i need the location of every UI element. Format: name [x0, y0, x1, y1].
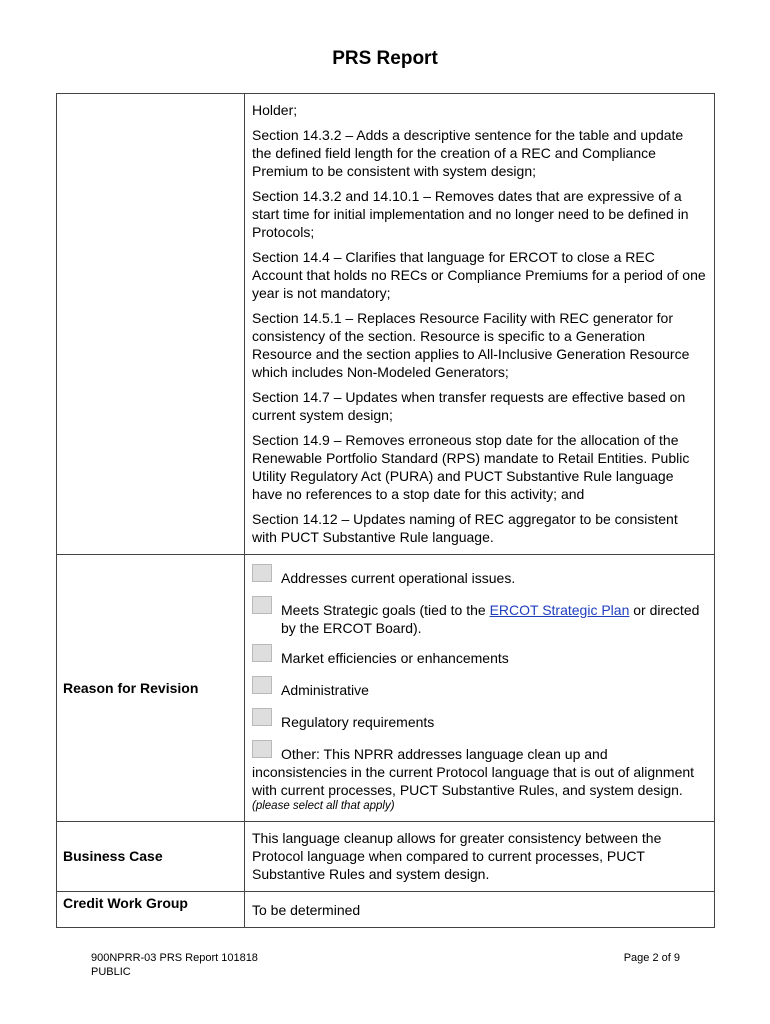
- page-title: PRS Report: [332, 48, 438, 69]
- description-paragraph: Section 14.3.2 and 14.10.1 – Removes dates that are expressive of a start time for initial implementation and no longer need to be defined in Protocols;: [252, 188, 689, 240]
- description-paragraph: Section 14.7 – Updates when transfer requests are effective based on current system design;: [252, 389, 686, 423]
- other-label: Other: This NPRR addresses language clean up and inconsistencies in the current Protocol language that is out of alignment with current processes, PUCT Substantive Rules, and system design.: [252, 746, 695, 798]
- market-checkbox[interactable]: [252, 644, 272, 662]
- reason-option-other: [252, 745, 706, 799]
- credit-row: [57, 892, 715, 928]
- strategic-suffix: or directed by the ERCOT Board).: [281, 602, 700, 636]
- operational-checkbox[interactable]: [252, 564, 272, 582]
- reason-content: [245, 555, 715, 822]
- operational-label: Addresses current operational issues.: [281, 570, 516, 586]
- footer-left: [91, 951, 258, 979]
- description-paragraph: Section 14.9 – Removes erroneous stop date for the allocation of the Renewable Portfolio Standard (RPS) mandate to Retail Entities. Public Utility Regulatory Act (PURA) and PUCT Substantive Rule language have no references to a stop date for this activity; and: [252, 432, 690, 502]
- reason-option-regulatory: [252, 713, 706, 733]
- credit-label: Credit Work Group: [57, 892, 245, 928]
- administrative-label: Administrative: [281, 682, 369, 698]
- description-row: [57, 94, 715, 555]
- select-all-note: (please select all that apply): [252, 800, 395, 812]
- reason-option-market: [252, 649, 706, 669]
- ercot-strategic-plan-link[interactable]: ERCOT Strategic Plan: [489, 602, 630, 618]
- description-paragraph: Holder;: [252, 102, 298, 118]
- description-label-cell: [57, 94, 245, 555]
- administrative-checkbox[interactable]: [252, 676, 272, 694]
- reason-row: [57, 555, 715, 822]
- reason-option-operational: [252, 569, 706, 589]
- strategic-prefix: Meets Strategic goals (tied to the: [281, 602, 490, 618]
- description-paragraph: Section 14.3.2 – Adds a descriptive sentence for the table and update the defined field length for the creation of a REC and Compliance Premium to be consistent with system design;: [252, 127, 684, 179]
- page-footer: [91, 951, 680, 979]
- market-label: Market efficiencies or enhancements: [281, 650, 509, 666]
- regulatory-label: Regulatory requirements: [281, 714, 435, 730]
- reason-label: Reason for Revision: [57, 555, 245, 822]
- footer-classification: PUBLIC: [91, 966, 131, 978]
- business-case-row: [57, 822, 715, 892]
- report-table: [56, 93, 715, 928]
- description-paragraph: Section 14.12 – Updates naming of REC aggregator to be consistent with PUCT Substantive Rule language.: [252, 511, 678, 545]
- other-checkbox[interactable]: [252, 740, 272, 758]
- reason-option-administrative: [252, 681, 706, 701]
- description-paragraph: Section 14.5.1 – Replaces Resource Facility with REC generator for consistency of the section. Resource is specific to a Generation Resource and the section applies to All-Inclusive Generation Resource which includes Non-Modeled Generators;: [252, 310, 690, 380]
- footer-page-number: Page 2 of 9: [623, 952, 680, 964]
- strategic-checkbox[interactable]: [252, 596, 272, 614]
- footer-doc-id: 900NPRR-03 PRS Report 101818: [91, 952, 258, 964]
- description-paragraph: Section 14.4 – Clarifies that language for ERCOT to close a REC Account that holds no RECs or Compliance Premiums for a period of one year is not mandatory;: [252, 249, 706, 301]
- description-content: [245, 94, 715, 555]
- credit-text: To be determined: [245, 892, 715, 928]
- business-case-label: Business Case: [57, 822, 245, 892]
- business-case-text: This language cleanup allows for greater consistency between the Protocol language when compared to current processes, PUCT Substantive Rules and system design.: [245, 822, 715, 892]
- regulatory-checkbox[interactable]: [252, 708, 272, 726]
- reason-option-strategic: [252, 601, 706, 637]
